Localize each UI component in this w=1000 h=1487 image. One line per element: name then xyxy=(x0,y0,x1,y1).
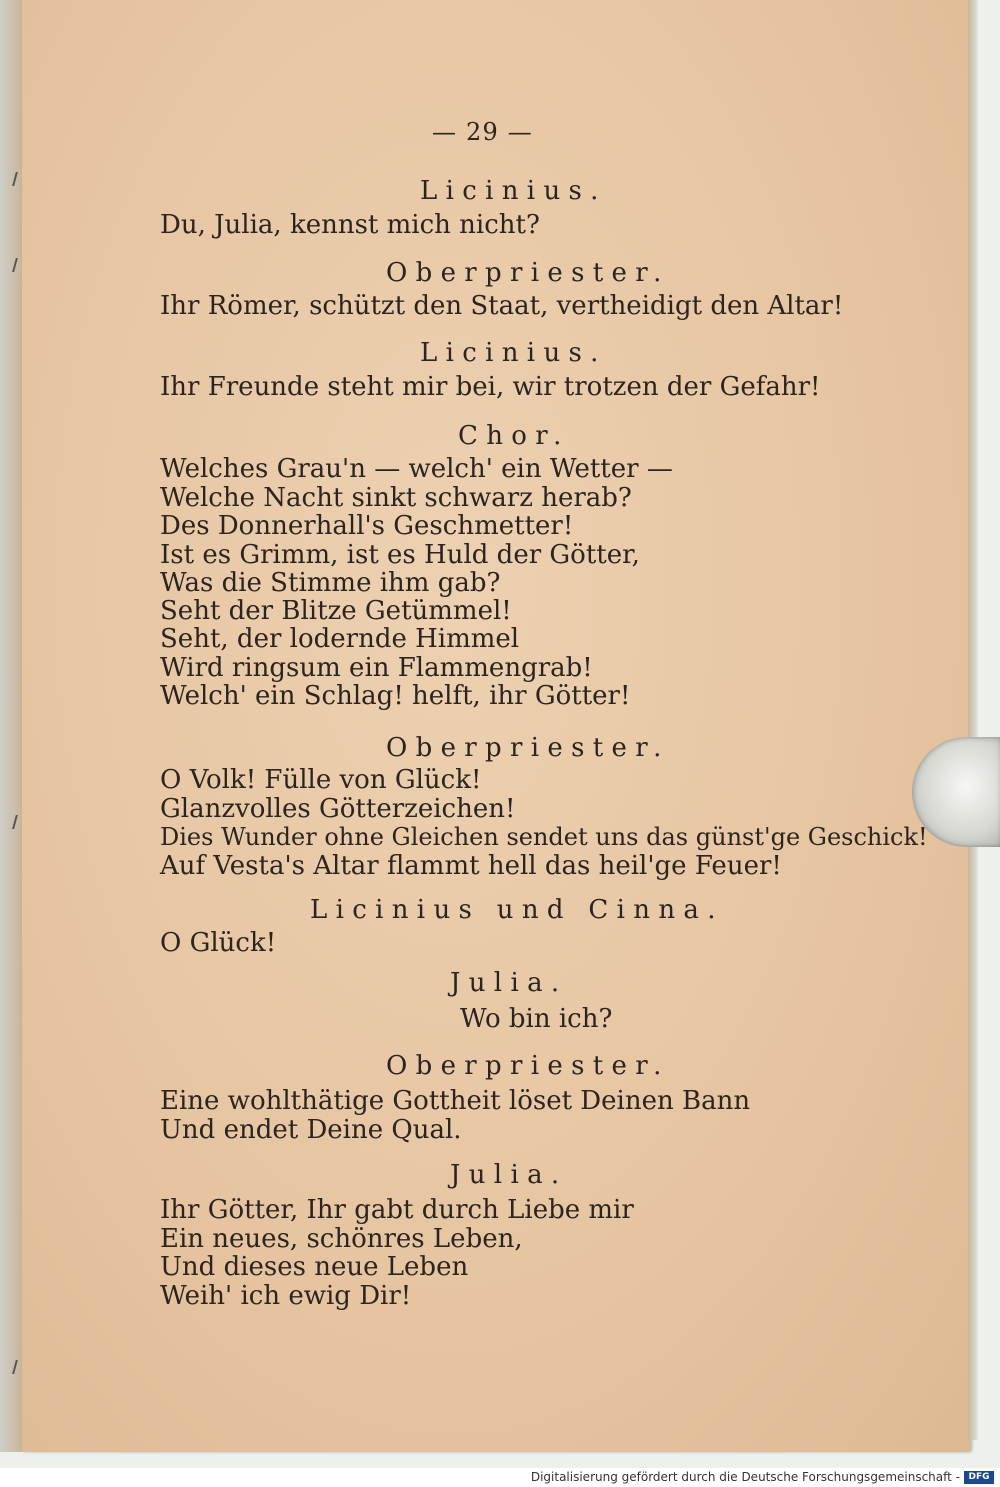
verse-line: Und endet Deine Qual. xyxy=(160,1115,462,1145)
funding-credit: Digitalisierung gefördert durch die Deutsche Forschungsgemeinschaft - xyxy=(530,1470,960,1484)
verse-line: Was die Stimme ihm gab? xyxy=(160,568,501,598)
verse-line: Ihr Römer, schützt den Staat, vertheidigt den Altar! xyxy=(160,291,844,321)
verse-line: Des Donnerhall's Geschmetter! xyxy=(160,511,574,541)
page-number: — 29 — xyxy=(432,118,533,146)
verse-line: Ihr Götter, Ihr gabt durch Liebe mir xyxy=(160,1195,634,1225)
verse-line: Wird ringsum ein Flammengrab! xyxy=(160,653,593,683)
verse-line: Wo bin ich? xyxy=(460,1004,613,1034)
speaker-label: Licinius und Cinna. xyxy=(310,895,724,925)
verse-line: Ist es Grimm, ist es Huld der Götter, xyxy=(160,540,640,570)
speaker-label: Oberpriester. xyxy=(386,1051,670,1081)
verse-line: Welches Grau'n — welch' ein Wetter — xyxy=(160,454,673,484)
verse-line: Ein neues, schönres Leben, xyxy=(160,1224,523,1254)
verse-line: O Glück! xyxy=(160,928,277,958)
dfg-logo: DFG xyxy=(964,1471,994,1484)
verse-line: Ihr Freunde steht mir bei, wir trotzen der Gefahr! xyxy=(160,372,821,402)
verse-line: Seht, der lodernde Himmel xyxy=(160,624,520,654)
speaker-label: Licinius. xyxy=(420,176,607,206)
verse-line: Und dieses neue Leben xyxy=(160,1252,469,1282)
footer-bar xyxy=(0,1468,1000,1487)
page-edge xyxy=(968,0,978,1440)
verse-line: O Volk! Fülle von Glück! xyxy=(160,765,482,795)
speaker-label: Oberpriester. xyxy=(386,258,670,288)
verse-line: Seht der Blitze Getümmel! xyxy=(160,596,512,626)
verse-line: Weih' ich ewig Dir! xyxy=(160,1281,412,1311)
verse-line: Auf Vesta's Altar flammt hell das heil'ge Feuer! xyxy=(160,851,782,881)
verse-line: Welch' ein Schlag! helft, ihr Götter! xyxy=(160,681,631,711)
verse-line: Dies Wunder ohne Gleichen sendet uns das günst'ge Geschick! xyxy=(160,823,928,851)
speaker-label: Chor. xyxy=(458,421,570,451)
speaker-label: Licinius. xyxy=(420,338,607,368)
verse-line: Welche Nacht sinkt schwarz herab? xyxy=(160,483,632,513)
verse-line: Du, Julia, kennst mich nicht? xyxy=(160,210,540,240)
binding-edge xyxy=(0,0,22,1452)
verse-line: Glanzvolles Götterzeichen! xyxy=(160,794,516,824)
speaker-label: Oberpriester. xyxy=(386,733,670,763)
speaker-label: Julia. xyxy=(450,968,568,998)
verse-line: Eine wohlthätige Gottheit löset Deinen Bann xyxy=(160,1086,751,1116)
speaker-label: Julia. xyxy=(450,1160,568,1190)
